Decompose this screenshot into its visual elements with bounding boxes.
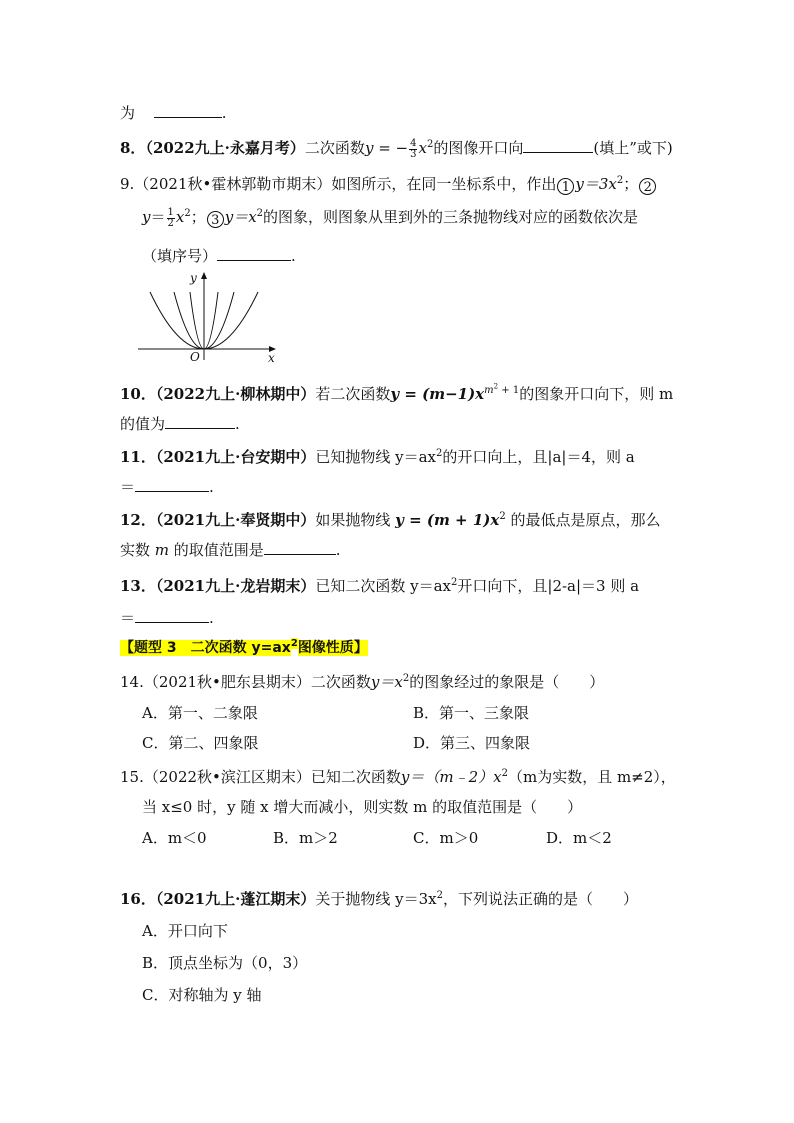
q12-answer-blank[interactable] xyxy=(264,540,336,555)
q13-line-1: 13．（2021九上·龙岩期末）已知二次函数 $y=ax^2$开口向下，且|2-a|＝3 则 a xyxy=(120,577,640,595)
q14-option-a[interactable]: A．第一、二象限 xyxy=(142,704,258,722)
y-axis-arrow xyxy=(201,272,207,279)
q16-option-b[interactable]: B．顶点坐标为（0，3） xyxy=(142,954,308,972)
q10-answer-blank[interactable] xyxy=(165,414,235,429)
q15-option-b[interactable]: B．m＞2 xyxy=(273,829,338,847)
q16-line: 16．（2021九上·蓬江期末）关于抛物线 $y=3x^2$，下列说法正确的是（ ） xyxy=(120,890,638,908)
q8-answer-blank[interactable] xyxy=(523,138,593,153)
q7-prefix: 为 xyxy=(120,104,136,122)
q14-line: 14.（2021秋•肥东县期末）二次函数$y=x^2$的图象经过的象限是（ ） xyxy=(120,673,605,691)
q11-line-2: ＝ . xyxy=(120,478,214,496)
q9-line-3: （填序号） . xyxy=(142,247,296,265)
q9-fraction: $\frac{1}{2}$ xyxy=(167,206,174,229)
q8-source: （2022九上·永嘉月考） xyxy=(145,139,305,157)
q15-line-1: 15.（2022秋•滨江区期末）已知二次函数$y=(m﹣2)x^2(m$为实数，且 m≠2）， xyxy=(120,768,676,786)
q9-line-1: 9.（2021秋•霍林郭勒市期末）如图所示，在同一坐标系中，作出 1 $y=3x^2$； 2 xyxy=(120,174,657,195)
q15-option-a[interactable]: A．m＜0 xyxy=(142,829,207,847)
q16-option-c[interactable]: C．对称轴为 y 轴 xyxy=(142,986,262,1004)
q13-answer-blank[interactable] xyxy=(135,608,209,623)
q14-option-d[interactable]: D．第三、四象限 xyxy=(413,734,531,752)
q9-parabola-graph xyxy=(134,268,284,364)
q10-line-2: 的值为 . xyxy=(120,415,240,433)
y-axis-label: y xyxy=(190,271,197,285)
origin-label: O xyxy=(190,350,200,364)
q15-option-d[interactable]: D．m＜2 xyxy=(546,829,612,847)
q15-line-2: 当 x≤0 时，y 随 x 增大而减小，则实数 m 的取值范围是（ ） xyxy=(142,798,583,816)
q16-option-a[interactable]: A．开口向下 xyxy=(142,922,228,940)
q9-answer-blank[interactable] xyxy=(217,246,291,261)
q12-line-2: 实数 m 的取值范围是 . xyxy=(120,541,341,559)
q8-number: 8． xyxy=(120,139,146,157)
circled-three: 3 xyxy=(207,211,224,228)
q12-line-1: 12．（2021九上·奉贤期中）如果抛物线 $y = (m + 1)x^2$ 的最低点是原点，那么 xyxy=(120,511,661,529)
q11-answer-blank[interactable] xyxy=(135,477,209,492)
section-header: 【题型 3 二次函数 $y=ax^2$图像性质】 xyxy=(120,638,368,656)
q15-option-c[interactable]: C．m＞0 xyxy=(413,829,479,847)
q13-line-2: ＝ . xyxy=(120,609,214,627)
q8-line: 8．（2022九上·永嘉月考）二次函数y = − $\frac{4}{3}$ $x^2$的图像开口向 (填上”或下) xyxy=(120,137,673,160)
q9-line-2: y＝ $\frac{1}{2}$ $x^2$； 3 $y=x^2$的图象，则图象从里到外的三条抛物线对应的函数依次是 xyxy=(142,206,639,229)
q7-line: 为 . xyxy=(120,104,227,122)
x-axis-label: x xyxy=(268,351,275,364)
q14-option-c[interactable]: C．第二、四象限 xyxy=(142,734,259,752)
q7-answer-blank[interactable] xyxy=(154,103,222,118)
q14-option-b[interactable]: B．第一、三象限 xyxy=(413,704,530,722)
q11-line-1: 11．（2021九上·台安期中）已知抛物线 $y=ax^2$的开口向上，且|a|＝4，则 a xyxy=(120,448,635,466)
q8-fraction: $\frac{4}{3}$ xyxy=(410,137,417,160)
q10-line-1: 10．（2022九上·柳林期中）若二次函数$y = (m-1)x^{m^2 + 1}$的图象开口向下，则 m xyxy=(120,382,674,403)
circled-two: 2 xyxy=(639,178,656,195)
circled-one: 1 xyxy=(557,178,574,195)
